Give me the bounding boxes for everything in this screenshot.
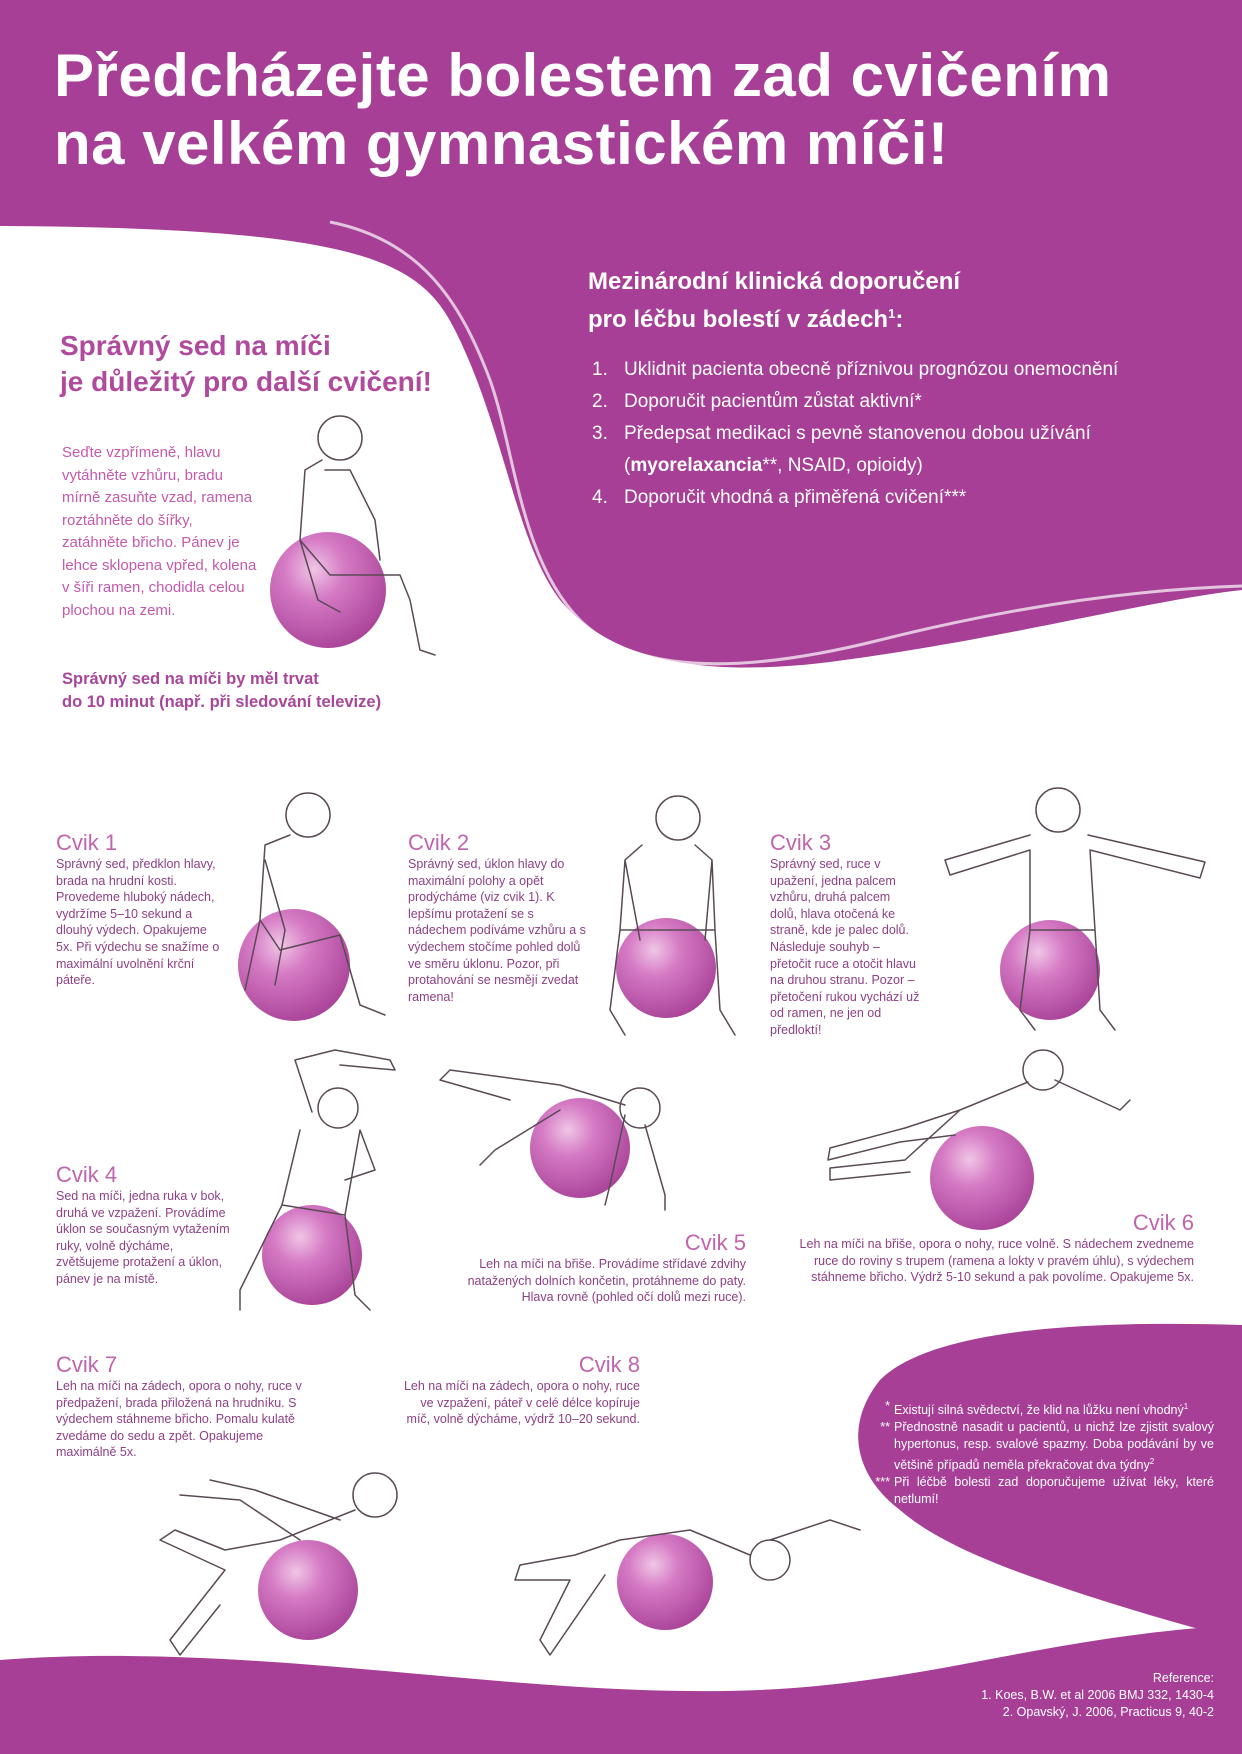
title-line-2: na velkém gymnastickém míči! <box>54 110 949 177</box>
exercise-title: Cvik 8 <box>578 1352 640 1377</box>
sitting-heading-line-1: Správný sed na míči <box>60 330 331 361</box>
footnote <box>862 1398 1214 1419</box>
exercise-text: Správný sed, ruce v upažení, jedna palcem vzhůru, druhá palcem dolů, hlava otočená ke straně, kde je palec dolů. Následuje souhyb – přetočit ruce a otočit hlavu na druhou stranu. Pozor – přetočení rukou vychází už od ramen, ne jen od předloktí! <box>770 857 920 1037</box>
illustration-exercise-8 <box>515 1520 860 1655</box>
footnote-mark: *** <box>875 1475 890 1490</box>
gym-ball <box>1000 920 1100 1020</box>
guideline-number: 2. <box>592 391 608 412</box>
figure-head <box>1023 1050 1063 1090</box>
guideline-text: Doporučit vhodná a přiměřená cvičení*** <box>624 487 967 508</box>
illustration-exercise-1 <box>238 793 385 1021</box>
figure-head <box>353 1473 397 1517</box>
guideline-text: Předepsat medikaci s pevně stanovenou dobou užívání ( <box>624 423 1091 476</box>
figure-head <box>286 793 330 837</box>
footnote-sup: 2 <box>1149 1457 1155 1467</box>
illustration-sitting <box>270 416 435 655</box>
exercise-title: Cvik 6 <box>1132 1210 1194 1235</box>
footnote <box>862 1474 1214 1508</box>
guideline-text: Doporučit pacientům zůstat aktivní* <box>624 391 922 412</box>
sitting-instructions: Seďte vzpřímeně, hlavu vytáhněte vzhůru, bradu mírně zasuňte vzad, ramena roztáhněte do šířky, zatáhněte břicho. Pánev je lehce sklopena vpřed, kolena v šíři ramen, chodidla celou plochou na zemi. <box>62 444 257 619</box>
exercise-text: Leh na míči na břiše. Provádíme střídavé zdvihy natažených dolních končetin, protáhneme do paty. Hlava rovně (pohled očí dolů mezi ruce). <box>467 1257 746 1305</box>
illustration-exercise-3 <box>945 788 1205 1030</box>
references-heading: Reference: <box>1152 1671 1214 1685</box>
illustration-exercise-7 <box>160 1473 397 1655</box>
exercise-title: Cvik 1 <box>56 830 118 855</box>
gym-ball <box>617 1534 713 1630</box>
footnote-text: Přednostně nasadit u pacientů, u nichž lze zjistit svalový hypertonus, resp. svalové spazmy. Doba podávání by ve většině případů neměla překračovat dva týdny <box>894 1420 1214 1473</box>
gym-ball <box>530 1098 630 1198</box>
guideline-number: 1. <box>592 359 608 380</box>
guideline-text: Uklidnit pacienta obecně příznivou prognózou onemocnění <box>624 359 1119 380</box>
illustration-exercise-5 <box>440 1070 665 1210</box>
exercise-1 <box>56 830 226 989</box>
sitting-note-line-1: Správný sed na míči by měl trvat <box>62 670 319 688</box>
gym-ball <box>238 909 350 1021</box>
title-line-1: Předcházejte bolestem zad cvičením <box>54 42 1112 109</box>
guideline-number: 3. <box>592 423 608 444</box>
illustration-exercise-6 <box>828 1050 1130 1230</box>
exercise-text: Správný sed, úklon hlavy do maximální polohy a opět prodýcháme (viz cvik 1). K lepšímu protažení se s nádechem podíváme vzhůru a s výdechem stočíme pohled dolů ve směru úklonu. Pozor, při protahování se nesmějí zvedat ramena! <box>408 857 586 1004</box>
references <box>880 1670 1214 1721</box>
exercise-title: Cvik 5 <box>684 1230 746 1255</box>
figure-head <box>620 1088 660 1128</box>
sitting-heading-line-2: je důležitý pro další cvičení! <box>60 366 432 397</box>
sitting-note-line-2: do 10 minut (např. při sledování televize) <box>62 693 382 711</box>
exercise-6 <box>784 1210 1194 1286</box>
footnote-text: Při léčbě bolesti zad doporučujeme užívat léky, které netlumí! <box>894 1475 1214 1507</box>
guidelines-heading-line-2: pro léčbu bolestí v zádech <box>588 306 889 333</box>
footnote-mark: * <box>885 1399 890 1413</box>
figure-head <box>750 1540 790 1580</box>
guidelines-heading-colon: : <box>895 306 904 333</box>
exercise-7 <box>56 1352 316 1461</box>
guideline-text: **, NSAID, opioidy) <box>762 455 923 476</box>
gym-ball <box>616 918 716 1018</box>
exercise-text: Leh na míči na břiše, opora o nohy, ruce volně. S nádechem zvedneme ruce do roviny s trupem (ramena a lokty v pravém úhlu), s výdechem stáhneme břicho. Výdrž 5-10 sekund a pak povolíme. Opakujeme 5x. <box>799 1237 1194 1285</box>
exercise-title: Cvik 3 <box>770 830 832 855</box>
figure-head <box>318 416 362 460</box>
guideline-bold: myorelaxancia <box>630 455 763 476</box>
reference-item: 2. Opavský, J. 2006, Practicus 9, 40-2 <box>1002 1705 1214 1719</box>
illustration-exercise-4 <box>240 1050 395 1310</box>
reference-item: 1. Koes, B.W. et al 2006 BMJ 332, 1430-4 <box>981 1688 1214 1702</box>
illustration-exercise-2 <box>610 796 735 1035</box>
figure-head <box>656 796 700 840</box>
figure-head <box>318 1088 358 1128</box>
exercise-text: Leh na míči na zádech, opora o nohy, ruce ve vzpažení, páteř v celé délce kopíruje míč, volně dýcháme, výdrž 10–20 sekund. <box>403 1379 640 1427</box>
gym-ball <box>270 532 386 648</box>
footnote-text: Existují silná svědectví, že klid na lůžku není vhodný <box>894 1403 1184 1418</box>
exercise-2 <box>408 830 594 1005</box>
exercise-text: Správný sed, předklon hlavy, brada na hrudní kosti. Provedeme hluboký nádech, vydržíme 5–10 sekund a dlouhý výdech. Opakujeme 5x. Při výdechu se snažíme o maximální uvolnění krční páteře. <box>56 857 220 988</box>
guidelines-heading-sup: 1 <box>888 306 896 321</box>
gym-ball <box>262 1205 362 1305</box>
footnote-sup: 1 <box>1183 1402 1189 1411</box>
exercise-title: Cvik 7 <box>56 1352 118 1377</box>
exercise-text: Sed na míči, jedna ruka v bok, druhá ve vzpažení. Provádíme úklon se současným vytažením ruky, volně dýcháme, zvětšujeme protažení a úklon, pánev je na místě. <box>56 1189 230 1286</box>
exercise-title: Cvik 4 <box>56 1162 118 1187</box>
footnote <box>862 1419 1214 1474</box>
exercise-8 <box>400 1352 640 1428</box>
exercise-3 <box>770 830 920 1039</box>
guidelines-heading-line-1: Mezinárodní klinická doporučení <box>588 268 961 295</box>
exercise-title: Cvik 2 <box>408 830 470 855</box>
footnotes <box>862 1398 1214 1508</box>
figure-head <box>1036 788 1080 832</box>
exercise-text: Leh na míči na zádech, opora o nohy, ruce v předpažení, brada přiložená na hrudníku. S výdechem stáhneme břicho. Pomalu kulatě zvedáme do sedu a zpět. Opakujeme maximálně 5x. <box>56 1379 302 1460</box>
exercise-5 <box>440 1230 746 1306</box>
exercise-4 <box>56 1162 234 1288</box>
gym-ball <box>258 1540 358 1640</box>
footnote-mark: ** <box>880 1420 890 1435</box>
guideline-number: 4. <box>592 487 608 508</box>
